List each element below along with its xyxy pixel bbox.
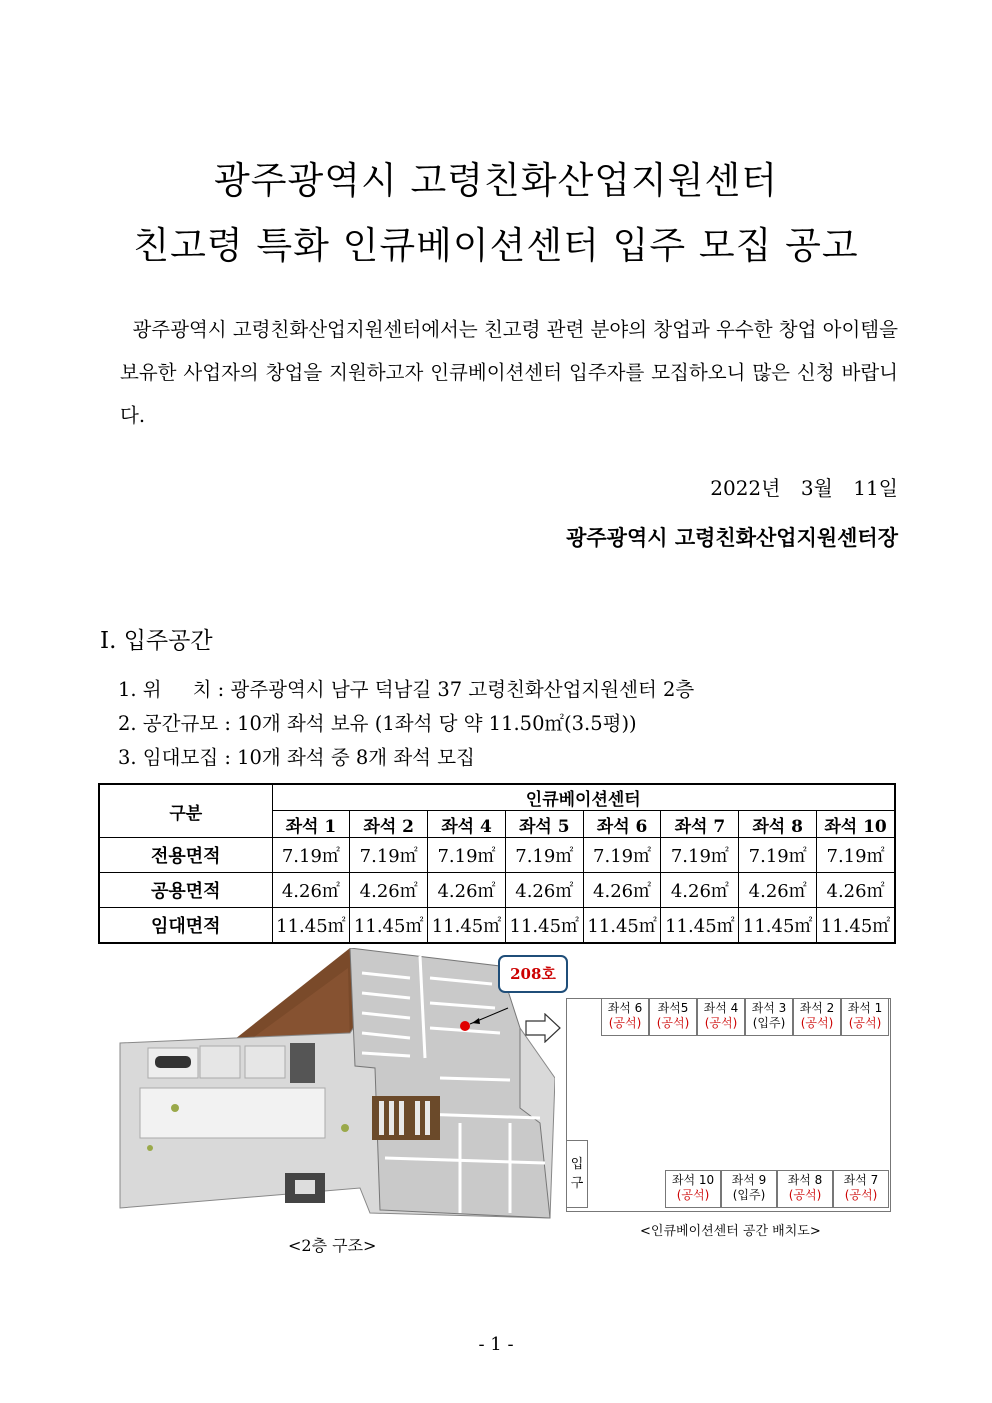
table-row: [99, 873, 895, 908]
seat-header: 좌석 6: [583, 811, 661, 838]
title-line-1: 광주광역시 고령친화산업지원센터: [214, 159, 778, 202]
seat-box: 좌석 9 (입주): [721, 1170, 777, 1208]
table-cell: 4.26㎡: [350, 873, 428, 908]
floor-plan-caption: <2층 구조>: [288, 1236, 377, 1255]
row-label: 임대면적: [99, 908, 272, 944]
seat-box: 좌석 8 (공석): [777, 1170, 833, 1208]
table-cell: 11.45㎡: [661, 908, 739, 944]
seat-status: (공석): [676, 1188, 710, 1202]
seat-status: (공석): [844, 1188, 878, 1202]
seat-box: 좌석 2 (공석): [793, 998, 841, 1036]
seat-header: 좌석 8: [739, 811, 817, 838]
seat-header: 좌석 10: [817, 811, 895, 838]
table-cell: 7.19㎡: [661, 838, 739, 873]
seat-box: 좌석5 (공석): [649, 998, 697, 1036]
table-cell: 4.26㎡: [739, 873, 817, 908]
info-item-space: 2. 공간규모 : 10개 좌석 보유 (1좌석 당 약 11.50㎡(3.5평)): [118, 712, 637, 735]
row-label: 공용면적: [99, 873, 272, 908]
seat-status: (공석): [788, 1188, 822, 1202]
seat-header: 좌석 5: [505, 811, 583, 838]
table-cell: 11.45㎡: [272, 908, 350, 944]
section-heading: Ⅰ. 입주공간: [100, 628, 213, 654]
table-cell: 11.45㎡: [583, 908, 661, 944]
table-cell: 7.19㎡: [817, 838, 895, 873]
seat-status: (입주): [732, 1188, 766, 1202]
seat-header: 좌석 4: [428, 811, 506, 838]
seat-status: (공석): [656, 1016, 690, 1030]
seat-box: 좌석 3 (입주): [745, 998, 793, 1036]
floor-plan-illustration: [100, 948, 555, 1223]
seat-status: (공석): [848, 1016, 882, 1030]
table-cell: 7.19㎡: [350, 838, 428, 873]
info-item-location: 1. 위 치 : 광주광역시 남구 덕남길 37 고령친화산업지원센터 2층: [118, 678, 695, 701]
announcement-date: 2022년 3월 11일: [710, 476, 898, 500]
seat-box: 좌석 1 (공석): [841, 998, 889, 1036]
seat-header: 좌석 7: [661, 811, 739, 838]
room-number-badge: 208호: [498, 955, 568, 993]
table-cell: 11.45㎡: [817, 908, 895, 944]
table-row: [99, 908, 895, 944]
row-label: 전용면적: [99, 838, 272, 873]
seat-header: 좌석 2: [350, 811, 428, 838]
title-line-2: 친고령 특화 인큐베이션센터 입주 모집 공고: [133, 224, 859, 267]
table-cell: 4.26㎡: [661, 873, 739, 908]
table-cell: 7.19㎡: [272, 838, 350, 873]
table-cell: 7.19㎡: [505, 838, 583, 873]
table-group-header: 인큐베이션센터: [272, 784, 895, 811]
intro-paragraph: 광주광역시 고령친화산업지원센터에서는 친고령 관련 분야의 창업과 우수한 창업 아이템을 보유한 사업자의 창업을 지원하고자 인큐베이션센터 입주자를 모집하오니 많은 신청 바랍니다.: [120, 318, 898, 427]
seat-header: 좌석 1: [272, 811, 350, 838]
seat-box: 좌석 6 (공석): [601, 998, 649, 1036]
table-cell: 4.26㎡: [428, 873, 506, 908]
table-cell: 7.19㎡: [739, 838, 817, 873]
table-cell: 11.45㎡: [350, 908, 428, 944]
table-row: [99, 838, 895, 873]
seat-box: 좌석 4 (공석): [697, 998, 745, 1036]
seat-status: (공석): [704, 1016, 738, 1030]
table-cell: 11.45㎡: [428, 908, 506, 944]
seat-status: (공석): [800, 1016, 834, 1030]
table-cell: 7.19㎡: [583, 838, 661, 873]
seat-box: 좌석 7 (공석): [833, 1170, 889, 1208]
page-number: - 1 -: [478, 1334, 514, 1355]
table-cell: 11.45㎡: [739, 908, 817, 944]
table-cell: 7.19㎡: [428, 838, 506, 873]
seat-layout-caption: <인큐베이션센터 공간 배치도>: [640, 1224, 821, 1239]
table-cell: 4.26㎡: [505, 873, 583, 908]
table-cell: 4.26㎡: [272, 873, 350, 908]
area-table: [98, 783, 896, 944]
table-cell: 4.26㎡: [583, 873, 661, 908]
issuing-organization: 광주광역시 고령친화산업지원센터장: [566, 525, 898, 550]
seat-status: (공석): [608, 1016, 642, 1030]
table-cell: 4.26㎡: [817, 873, 895, 908]
table-corner: 구분: [99, 784, 272, 838]
table-cell: 11.45㎡: [505, 908, 583, 944]
right-arrow-icon: [525, 1013, 561, 1043]
seat-box: 좌석 10 (공석): [665, 1170, 721, 1208]
seat-status: (입주): [752, 1016, 786, 1030]
info-item-lease: 3. 임대모집 : 10개 좌석 중 8개 좌석 모집: [118, 746, 475, 769]
entrance-label: 입 구: [566, 1140, 588, 1208]
